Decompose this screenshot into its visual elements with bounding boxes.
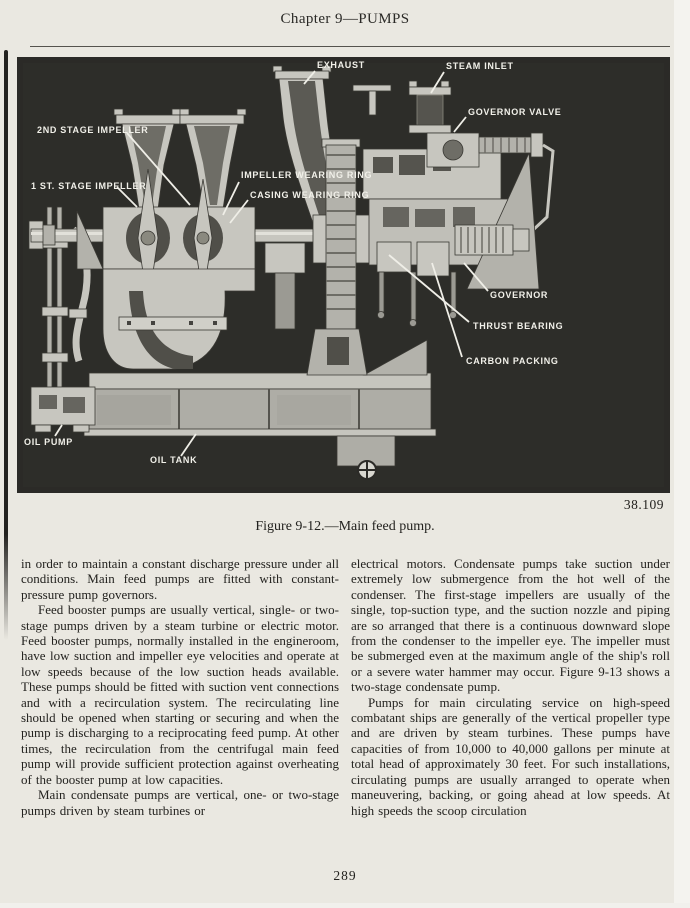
figure-caption: Figure 9-12.—Main feed pump. [255, 519, 435, 534]
scan-edge-right [674, 0, 690, 908]
figure-label-carbon-packing: CARBON PACKING [466, 356, 559, 366]
figure-label-governor: GOVERNOR [490, 290, 549, 300]
figure-label-oil-pump: OIL PUMP [24, 437, 73, 447]
binding-line-artifact [4, 50, 8, 640]
figure-label-governor-valve: GOVERNOR VALVE [468, 107, 562, 117]
figure-label-steam-inlet: STEAM INLET [446, 61, 514, 71]
figure-label-2nd-stage-impeller: 2ND STAGE IMPELLER [37, 125, 149, 135]
figure-label-oil-tank: OIL TANK [150, 455, 198, 465]
scan-edge-bottom [0, 903, 690, 908]
header-rule [30, 46, 670, 47]
figure-label-thrust-bearing: THRUST BEARING [473, 321, 564, 331]
page-number: 289 [333, 868, 357, 883]
pump-cutaway-photo [17, 57, 670, 493]
figure-label-casing-wearing-ring: CASING WEARING RING [250, 190, 370, 200]
figure-label-impeller-wearing-ring: IMPELLER WEARING RING [241, 170, 373, 180]
paragraph: in order to maintain a constant discharge pressure under all conditions. Main feed pumps are fitted with constant-pressure pump governors. [21, 556, 339, 602]
paragraph: Main condensate pumps are vertical, one- or two-stage pumps driven by steam turbines or [21, 787, 339, 818]
main-feed-pump-figure [17, 57, 670, 493]
figure-label-1st-stage-impeller: 1 ST. STAGE IMPELLER [31, 181, 147, 191]
body-column-right [351, 556, 670, 818]
paragraph: Pumps for main circulating service on high-speed combatant ships are generally of the vertical propeller type and are driven by steam turbines. These pumps have capacities of from 10,000 to 40,000 gallons per minute at total head of approximately 30 feet. For such installations, circulating pumps are usually arranged to operate when maneuvering, backing, or going ahead at low speeds. At high speeds the scoop circulation [351, 694, 670, 818]
body-column-left [21, 556, 339, 818]
paragraph: Feed booster pumps are usually vertical, single- or two-stage pumps driven by a steam turbine or electric motor. Feed booster pumps, normally installed in the engineroom, have low suction and impeller eye velocities and operate at low speeds because of the low suction heads available. These pumps should be fitted with suction vent connections and with a recirculation system. The recirculating line should be opened when starting or securing and when the pump is discharging to a reciprocating feed pump. At other times, the recirculation from the centrifugal main feed pump will provide sufficient protection against overheating of the booster pump at low capacities. [21, 602, 339, 787]
photo-reference-number: 38.109 [623, 497, 664, 512]
paragraph: electrical motors. Condensate pumps take suction under extremely low submergence from the hot well of the condenser. The first-stage impellers are usually of the single, top-suction type, and the suction nozzle and piping are so arranged that there is a continuous downward slope from the condenser to the impeller eye. The impeller must be submerged even at the maximum angle of the ship's roll or a severe water hammer may occur. Figure 9-13 shows a two-stage condensate pump. [351, 556, 670, 695]
chapter-header: Chapter 9—PUMPS [280, 11, 410, 27]
figure-label-exhaust: EXHAUST [317, 60, 365, 70]
